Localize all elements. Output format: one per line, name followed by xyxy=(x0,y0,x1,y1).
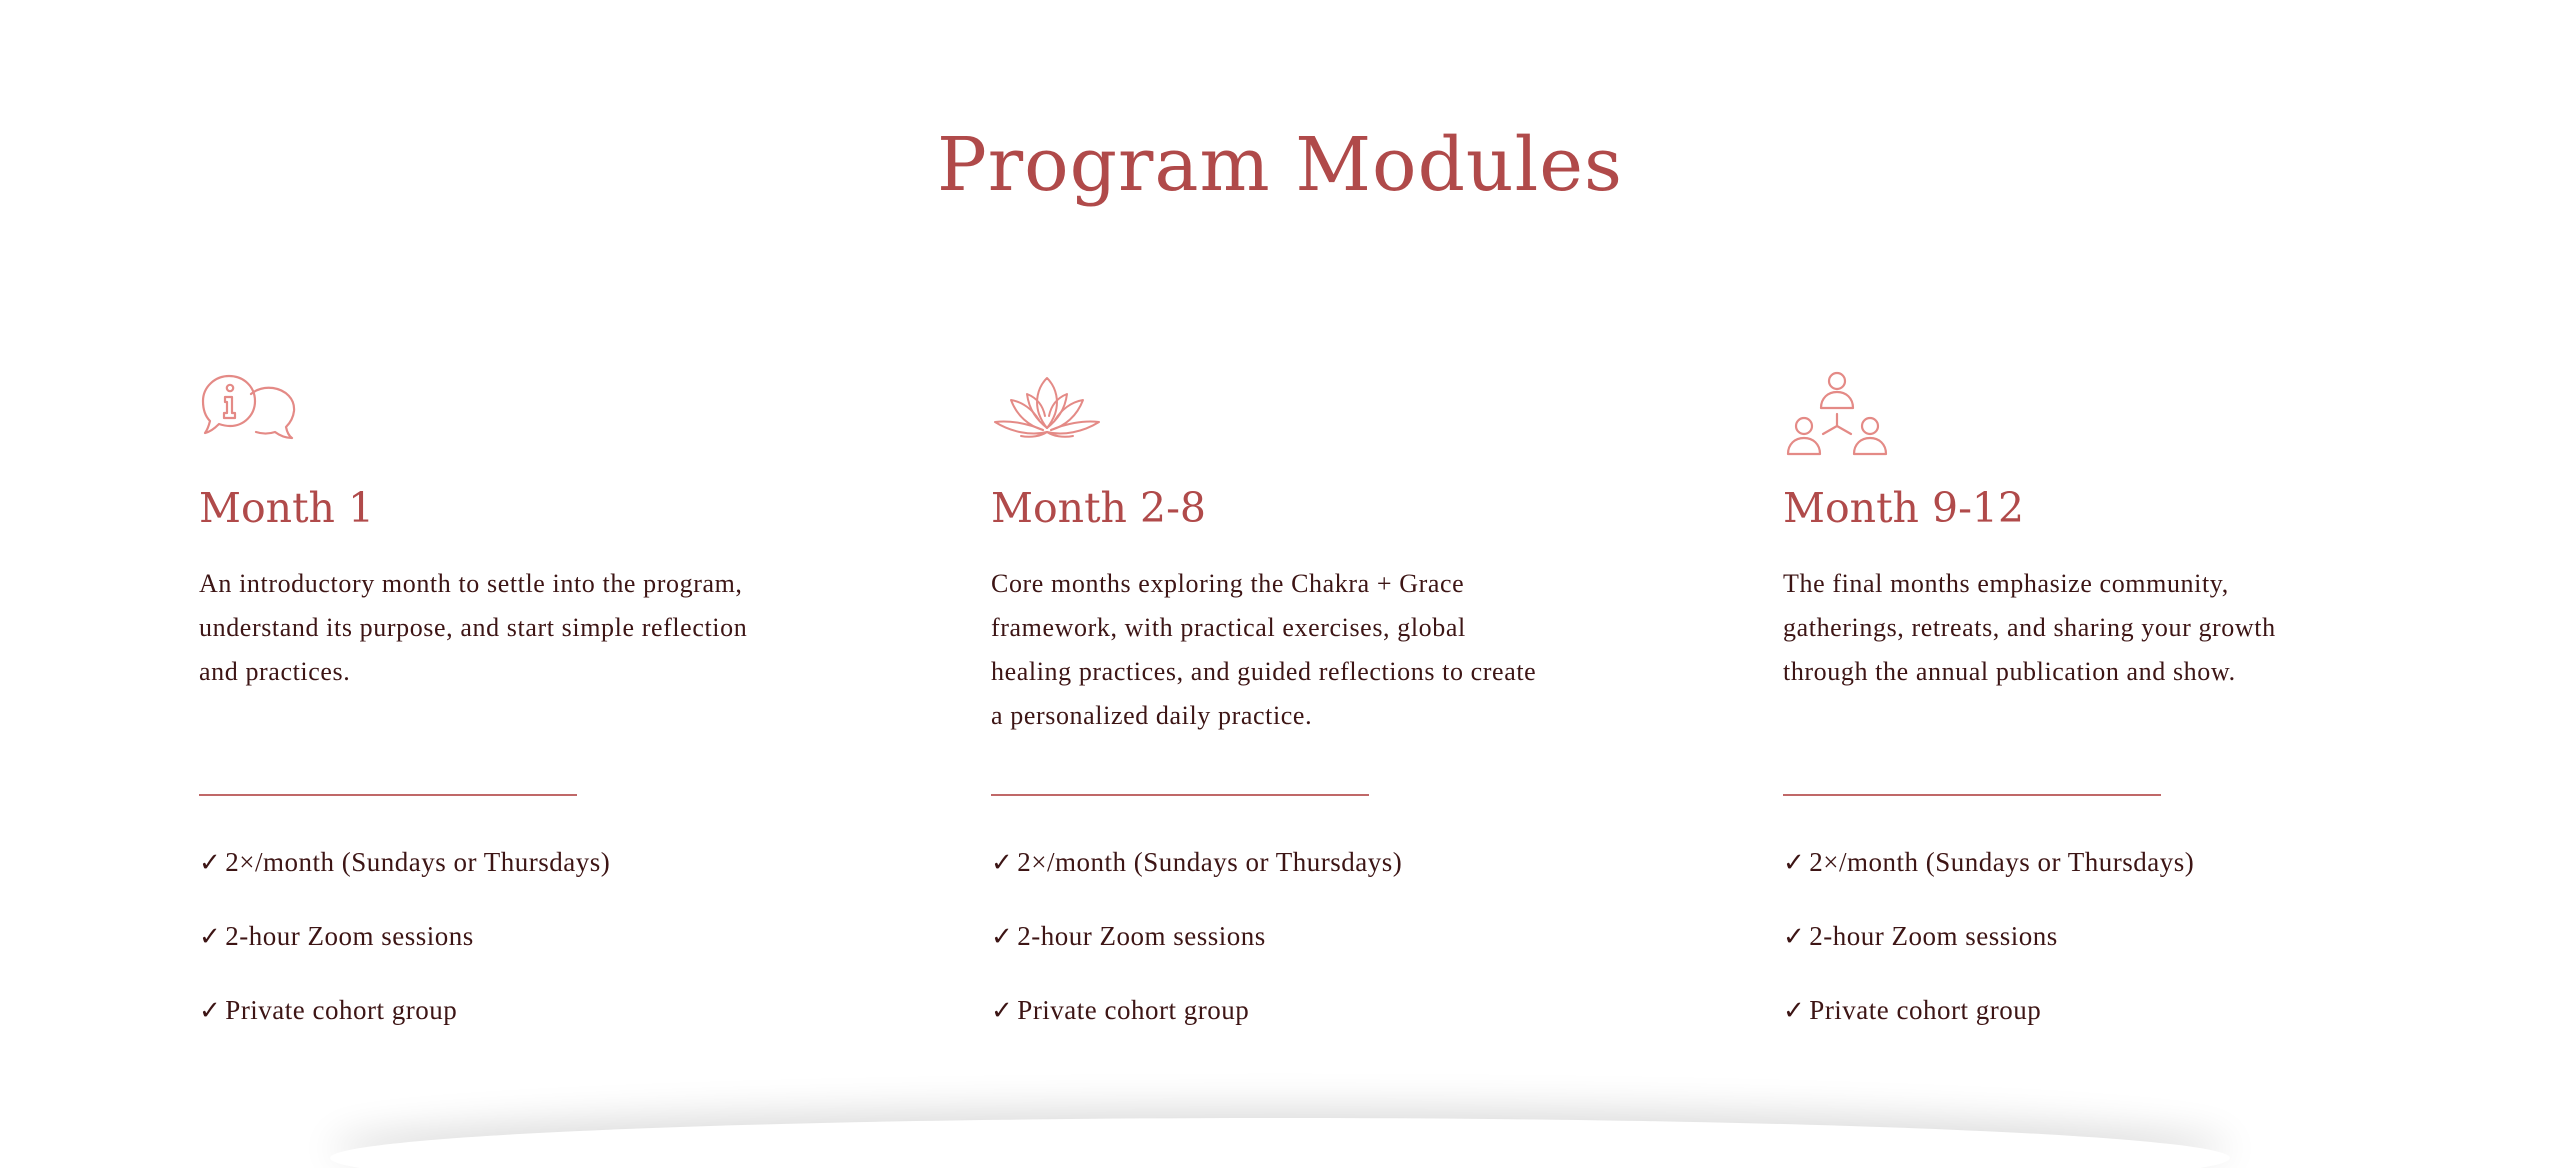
list-item xyxy=(991,842,1402,916)
module-title: Month 2-8 xyxy=(991,484,1207,532)
module-description: Core months exploring the Chakra + Grace framework, with practical exercises, global healing practices, and guided reflections to create a personalized daily practice. xyxy=(991,569,1537,730)
module-title: Month 1 xyxy=(199,484,375,532)
list-item xyxy=(991,916,1402,990)
divider xyxy=(199,794,577,796)
list-item xyxy=(199,842,610,916)
feature-label: Private cohort group xyxy=(1809,995,2042,1025)
list-item xyxy=(1783,990,2194,1064)
module-description: An introductory month to settle into the program, understand its purpose, and start simple reflection and practices. xyxy=(199,569,748,686)
check-icon: ✓ xyxy=(991,922,1014,952)
lotus-icon xyxy=(991,370,1111,460)
feature-label: 2×/month (Sundays or Thursdays) xyxy=(225,847,611,877)
list-item xyxy=(991,990,1402,1064)
list-item xyxy=(1783,916,2194,990)
next-section-card-edge xyxy=(330,1118,2230,1168)
feature-label: 2×/month (Sundays or Thursdays) xyxy=(1017,847,1403,877)
community-network-icon xyxy=(1783,370,1903,460)
info-chat-bubbles-icon xyxy=(199,370,319,460)
feature-label: 2-hour Zoom sessions xyxy=(1809,921,2058,951)
check-icon: ✓ xyxy=(199,922,222,952)
feature-label: Private cohort group xyxy=(225,995,458,1025)
check-icon: ✓ xyxy=(1783,848,1806,878)
page-title: Program Modules xyxy=(936,122,1624,208)
divider xyxy=(1783,794,2161,796)
module-description: The final months emphasize community, gatherings, retreats, and sharing your growth through the annual publication and show. xyxy=(1783,569,2276,686)
feature-list xyxy=(199,842,610,1064)
feature-label: Private cohort group xyxy=(1017,995,1250,1025)
check-icon: ✓ xyxy=(1783,996,1806,1026)
feature-label: 2×/month (Sundays or Thursdays) xyxy=(1809,847,2195,877)
list-item xyxy=(199,916,610,990)
list-item xyxy=(1783,842,2194,916)
check-icon: ✓ xyxy=(991,996,1014,1026)
module-title: Month 9-12 xyxy=(1783,484,2025,532)
check-icon: ✓ xyxy=(199,848,222,878)
feature-label: 2-hour Zoom sessions xyxy=(1017,921,1266,951)
feature-label: 2-hour Zoom sessions xyxy=(225,921,474,951)
divider xyxy=(991,794,1369,796)
feature-list xyxy=(991,842,1402,1064)
check-icon: ✓ xyxy=(1783,922,1806,952)
check-icon: ✓ xyxy=(991,848,1014,878)
check-icon: ✓ xyxy=(199,996,222,1026)
feature-list xyxy=(1783,842,2194,1064)
list-item xyxy=(199,990,610,1064)
